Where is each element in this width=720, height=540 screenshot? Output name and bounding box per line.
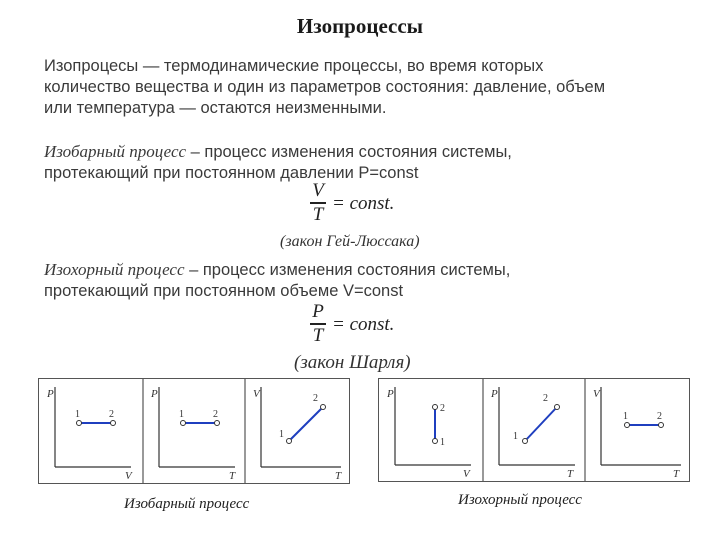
point-label-2: 2 (657, 411, 662, 422)
isobaric-formula-rhs: = const. (332, 193, 395, 214)
isobaric-term: Изобарный процесс (44, 142, 187, 161)
isobaric-caption: Изобарный процесс (124, 496, 250, 512)
state-point-2 (659, 423, 664, 428)
y-axis-label: P (491, 388, 498, 400)
isobar-pv-graph (46, 387, 133, 482)
x-axis-label: T (229, 470, 236, 482)
point-label-1: 1 (513, 431, 518, 442)
isochoric-caption: Изохорный процесс (458, 492, 582, 508)
x-axis-label: V (125, 470, 132, 482)
state-point-2 (321, 405, 326, 410)
isobar-pt-graph (150, 387, 236, 482)
process-line (525, 407, 557, 441)
isochoric-formula-denominator: T (312, 324, 324, 346)
page-title: Изопроцессы (296, 14, 424, 38)
isobaric-graphs (39, 379, 349, 483)
intro-line-1: Изопроцесы — термодинамические процессы, во время которых (44, 57, 544, 75)
state-point-2 (433, 405, 438, 410)
isobaric-formula (310, 181, 450, 231)
state-point-1 (625, 423, 630, 428)
x-axis-label: V (463, 468, 470, 480)
state-point-1 (433, 439, 438, 444)
point-label-1: 1 (440, 437, 445, 448)
isochoric-definition-line-2: протекающий при постоянном объеме V=const (44, 282, 404, 300)
point-label-2: 2 (313, 393, 318, 404)
state-point-2 (111, 421, 116, 426)
x-axis-label: T (673, 468, 680, 480)
y-axis-label: P (387, 388, 394, 400)
state-point-2 (555, 405, 560, 410)
isobaric-definition-line-1: – процесс изменения состояния системы, (186, 143, 512, 161)
isochoric-formula-rhs: = const. (332, 314, 395, 335)
isochoric-term: Изохорный процесс (44, 260, 185, 279)
isobaric-definition (44, 141, 684, 184)
point-label-1: 1 (623, 411, 628, 422)
isochoric-formula-numerator: P (312, 301, 324, 322)
isochoric-graphs-panel (378, 378, 690, 482)
state-point-1 (181, 421, 186, 426)
isochoric-definition (44, 259, 684, 302)
intro-line-2: количество вещества и один из параметров состояния: давление, объем (44, 78, 606, 96)
y-axis-label: V (253, 388, 260, 400)
isobaric-graphs-panel (38, 378, 350, 484)
x-axis-label: T (335, 470, 342, 482)
x-axis-label: T (567, 468, 574, 480)
isobaric-formula-denominator: T (312, 203, 324, 225)
isochore-vt-graph (593, 387, 681, 480)
gay-lussac-law-label: (закон Гей-Люссака) (280, 233, 420, 250)
y-axis-label: V (593, 388, 600, 400)
y-axis-label: P (151, 388, 158, 400)
point-label-2: 2 (543, 393, 548, 404)
isochoric-graphs (379, 379, 689, 481)
point-label-2: 2 (213, 409, 218, 420)
isochoric-formula (310, 302, 450, 352)
intro-paragraph (44, 56, 684, 119)
intro-line-3: или температура — остаются неизменными. (44, 99, 387, 117)
isochore-pv-graph (386, 387, 471, 480)
point-label-1: 1 (75, 409, 80, 420)
point-label-2: 2 (440, 403, 445, 414)
state-point-1 (287, 439, 292, 444)
point-label-1: 1 (279, 429, 284, 440)
state-point-2 (215, 421, 220, 426)
point-label-2: 2 (109, 409, 114, 420)
point-label-1: 1 (179, 409, 184, 420)
state-point-1 (523, 439, 528, 444)
y-axis-label: P (47, 388, 54, 400)
isochore-pt-graph (490, 387, 575, 480)
isobaric-definition-line-2: протекающий при постоянном давлении P=const (44, 164, 419, 182)
state-point-1 (77, 421, 82, 426)
isobaric-formula-numerator: V (312, 180, 324, 201)
isobar-vt-graph (253, 387, 342, 482)
isochoric-definition-line-1: – процесс изменения состояния системы, (184, 261, 511, 279)
process-line (289, 407, 323, 441)
charles-law-label: (закон Шарля) (294, 352, 411, 373)
